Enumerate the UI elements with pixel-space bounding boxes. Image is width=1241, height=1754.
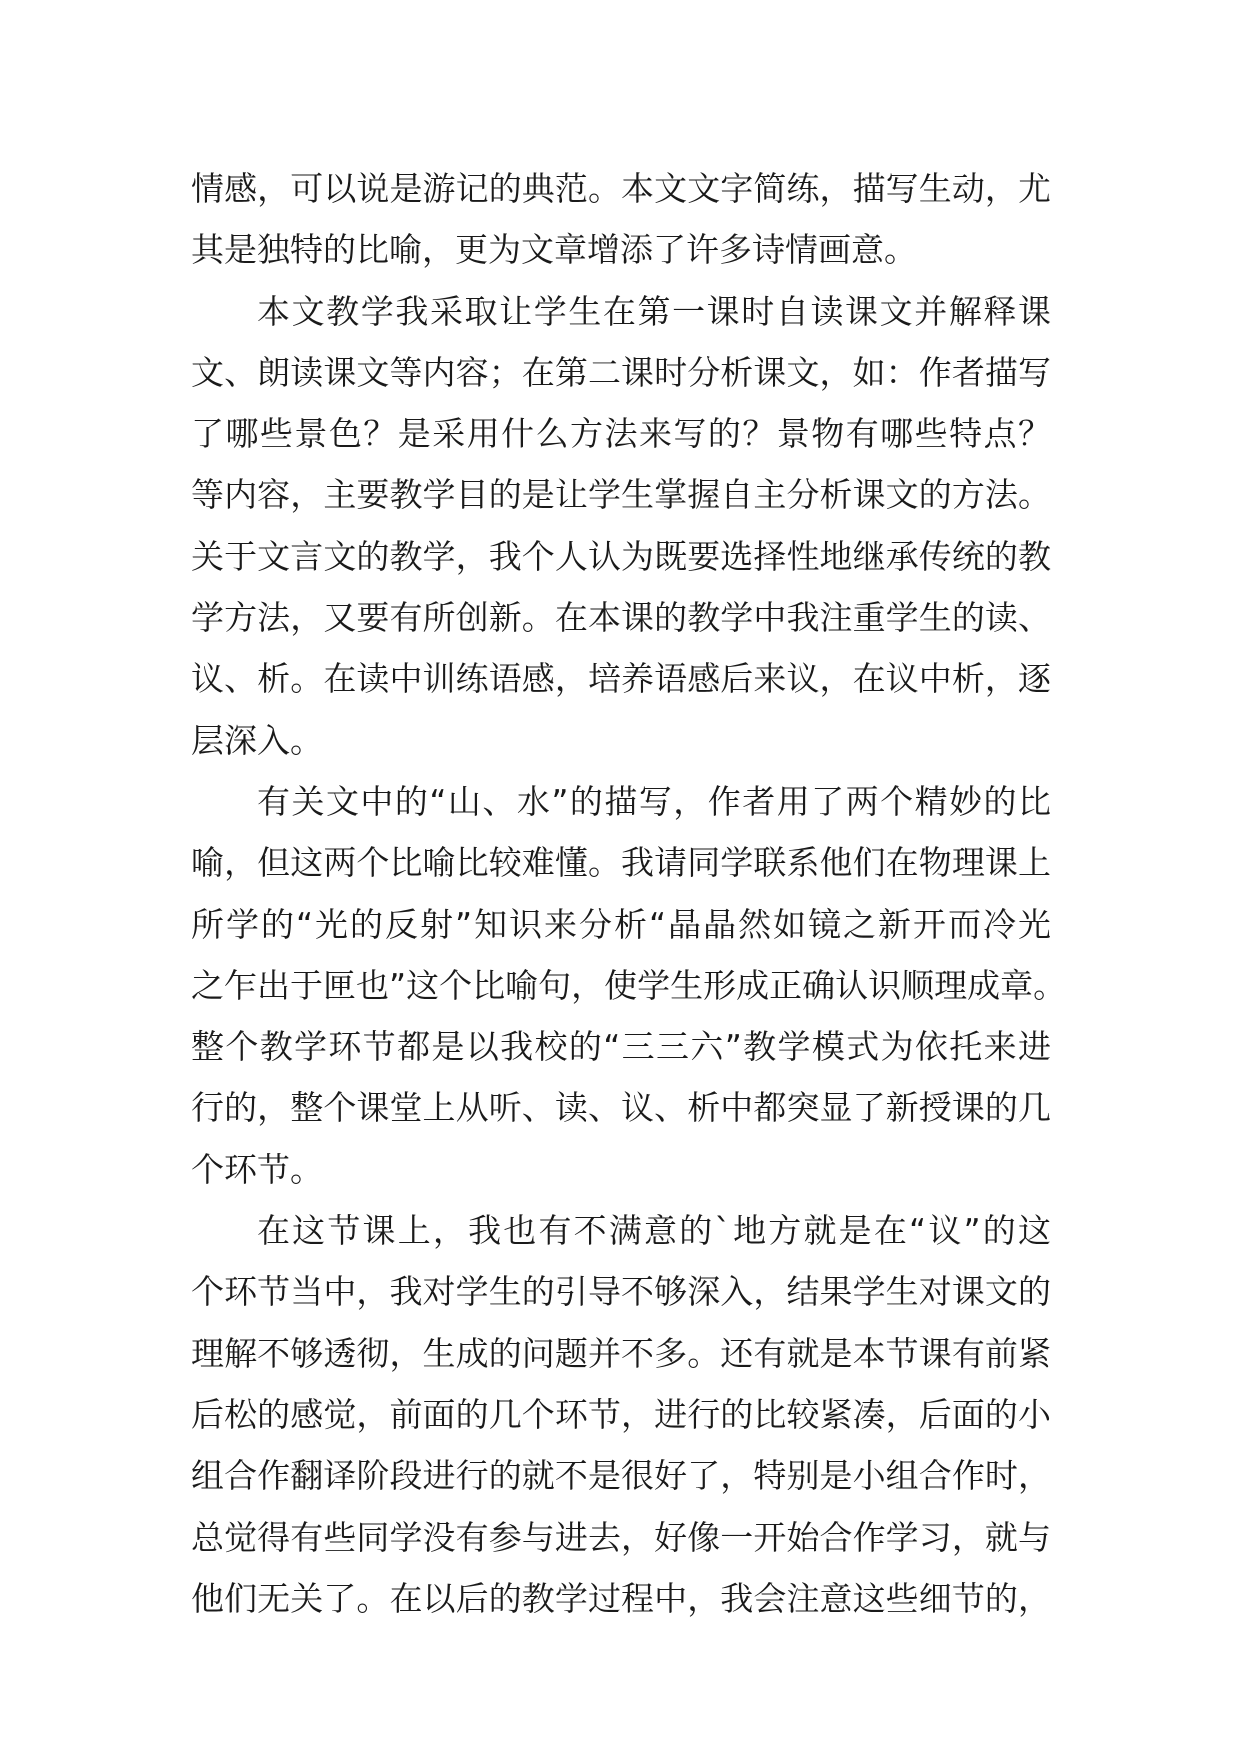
text-line: 总觉得有些同学没有参与进去，好像一开始合作学习，就与 (191, 1517, 1051, 1557)
body-text (191, 158, 1067, 1629)
text-line: 理解不够透彻，生成的问题并不多。还有就是本节课有前紧 (191, 1333, 1051, 1373)
text-line: 喻，但这两个比喻比较难懂。我请同学联系他们在物理课上 (191, 843, 1051, 883)
text-line: 情感，可以说是游记的典范。本文文字简练，描写生动，尤 (191, 169, 1051, 208)
text-line: 关于文言文的教学，我个人认为既要选择性地继承传统的教 (191, 536, 1051, 576)
text-line: 其是独特的比喻，更为文章增添了许多诗情画意。 (191, 230, 917, 270)
text-line: 有关文中的“山、水”的描写，作者用了两个精妙的比 (257, 781, 1051, 821)
text-line: 他们无关了。在以后的教学过程中，我会注意这些细节的， (191, 1578, 1051, 1618)
text-line: 整个教学环节都是以我校的“三三六”教学模式为依托来进 (191, 1027, 1051, 1067)
text-line: 个环节。 (191, 1149, 323, 1189)
text-line: 了哪些景色？是采用什么方法来写的？景物有哪些特点？ (191, 414, 1051, 454)
text-line: 后松的感觉，前面的几个环节，进行的比较紧凑，后面的小 (191, 1394, 1051, 1434)
text-line: 之乍出于匣也”这个比喻句，使学生形成正确认识顺理成章。 (191, 965, 1067, 1005)
text-line: 层深入。 (191, 720, 323, 760)
text-line: 文、朗读课文等内容；在第二课时分析课文，如：作者描写 (191, 352, 1051, 392)
text-line: 所学的“光的反射”知识来分析“晶晶然如镜之新开而冷光 (191, 904, 1051, 944)
text-line: 学方法，又要有所创新。在本课的教学中我注重学生的读、 (191, 598, 1051, 638)
text-line: 议、析。在读中训练语感，培养语感后来议，在议中析，逐 (191, 659, 1051, 699)
text-line: 组合作翻译阶段进行的就不是很好了，特别是小组合作时， (191, 1456, 1051, 1496)
text-line: 行的，整个课堂上从听、读、议、析中都突显了新授课的几 (191, 1088, 1051, 1128)
text-line: 本文教学我采取让学生在第一课时自读课文并解释课 (257, 291, 1051, 331)
text-line: 等内容，主要教学目的是让学生掌握自主分析课文的方法。 (191, 475, 1051, 515)
text-line: 个环节当中，我对学生的引导不够深入，结果学生对课文的 (191, 1272, 1051, 1312)
text-line: 在这节课上，我也有不满意的`地方就是在“议”的这 (257, 1211, 1051, 1251)
